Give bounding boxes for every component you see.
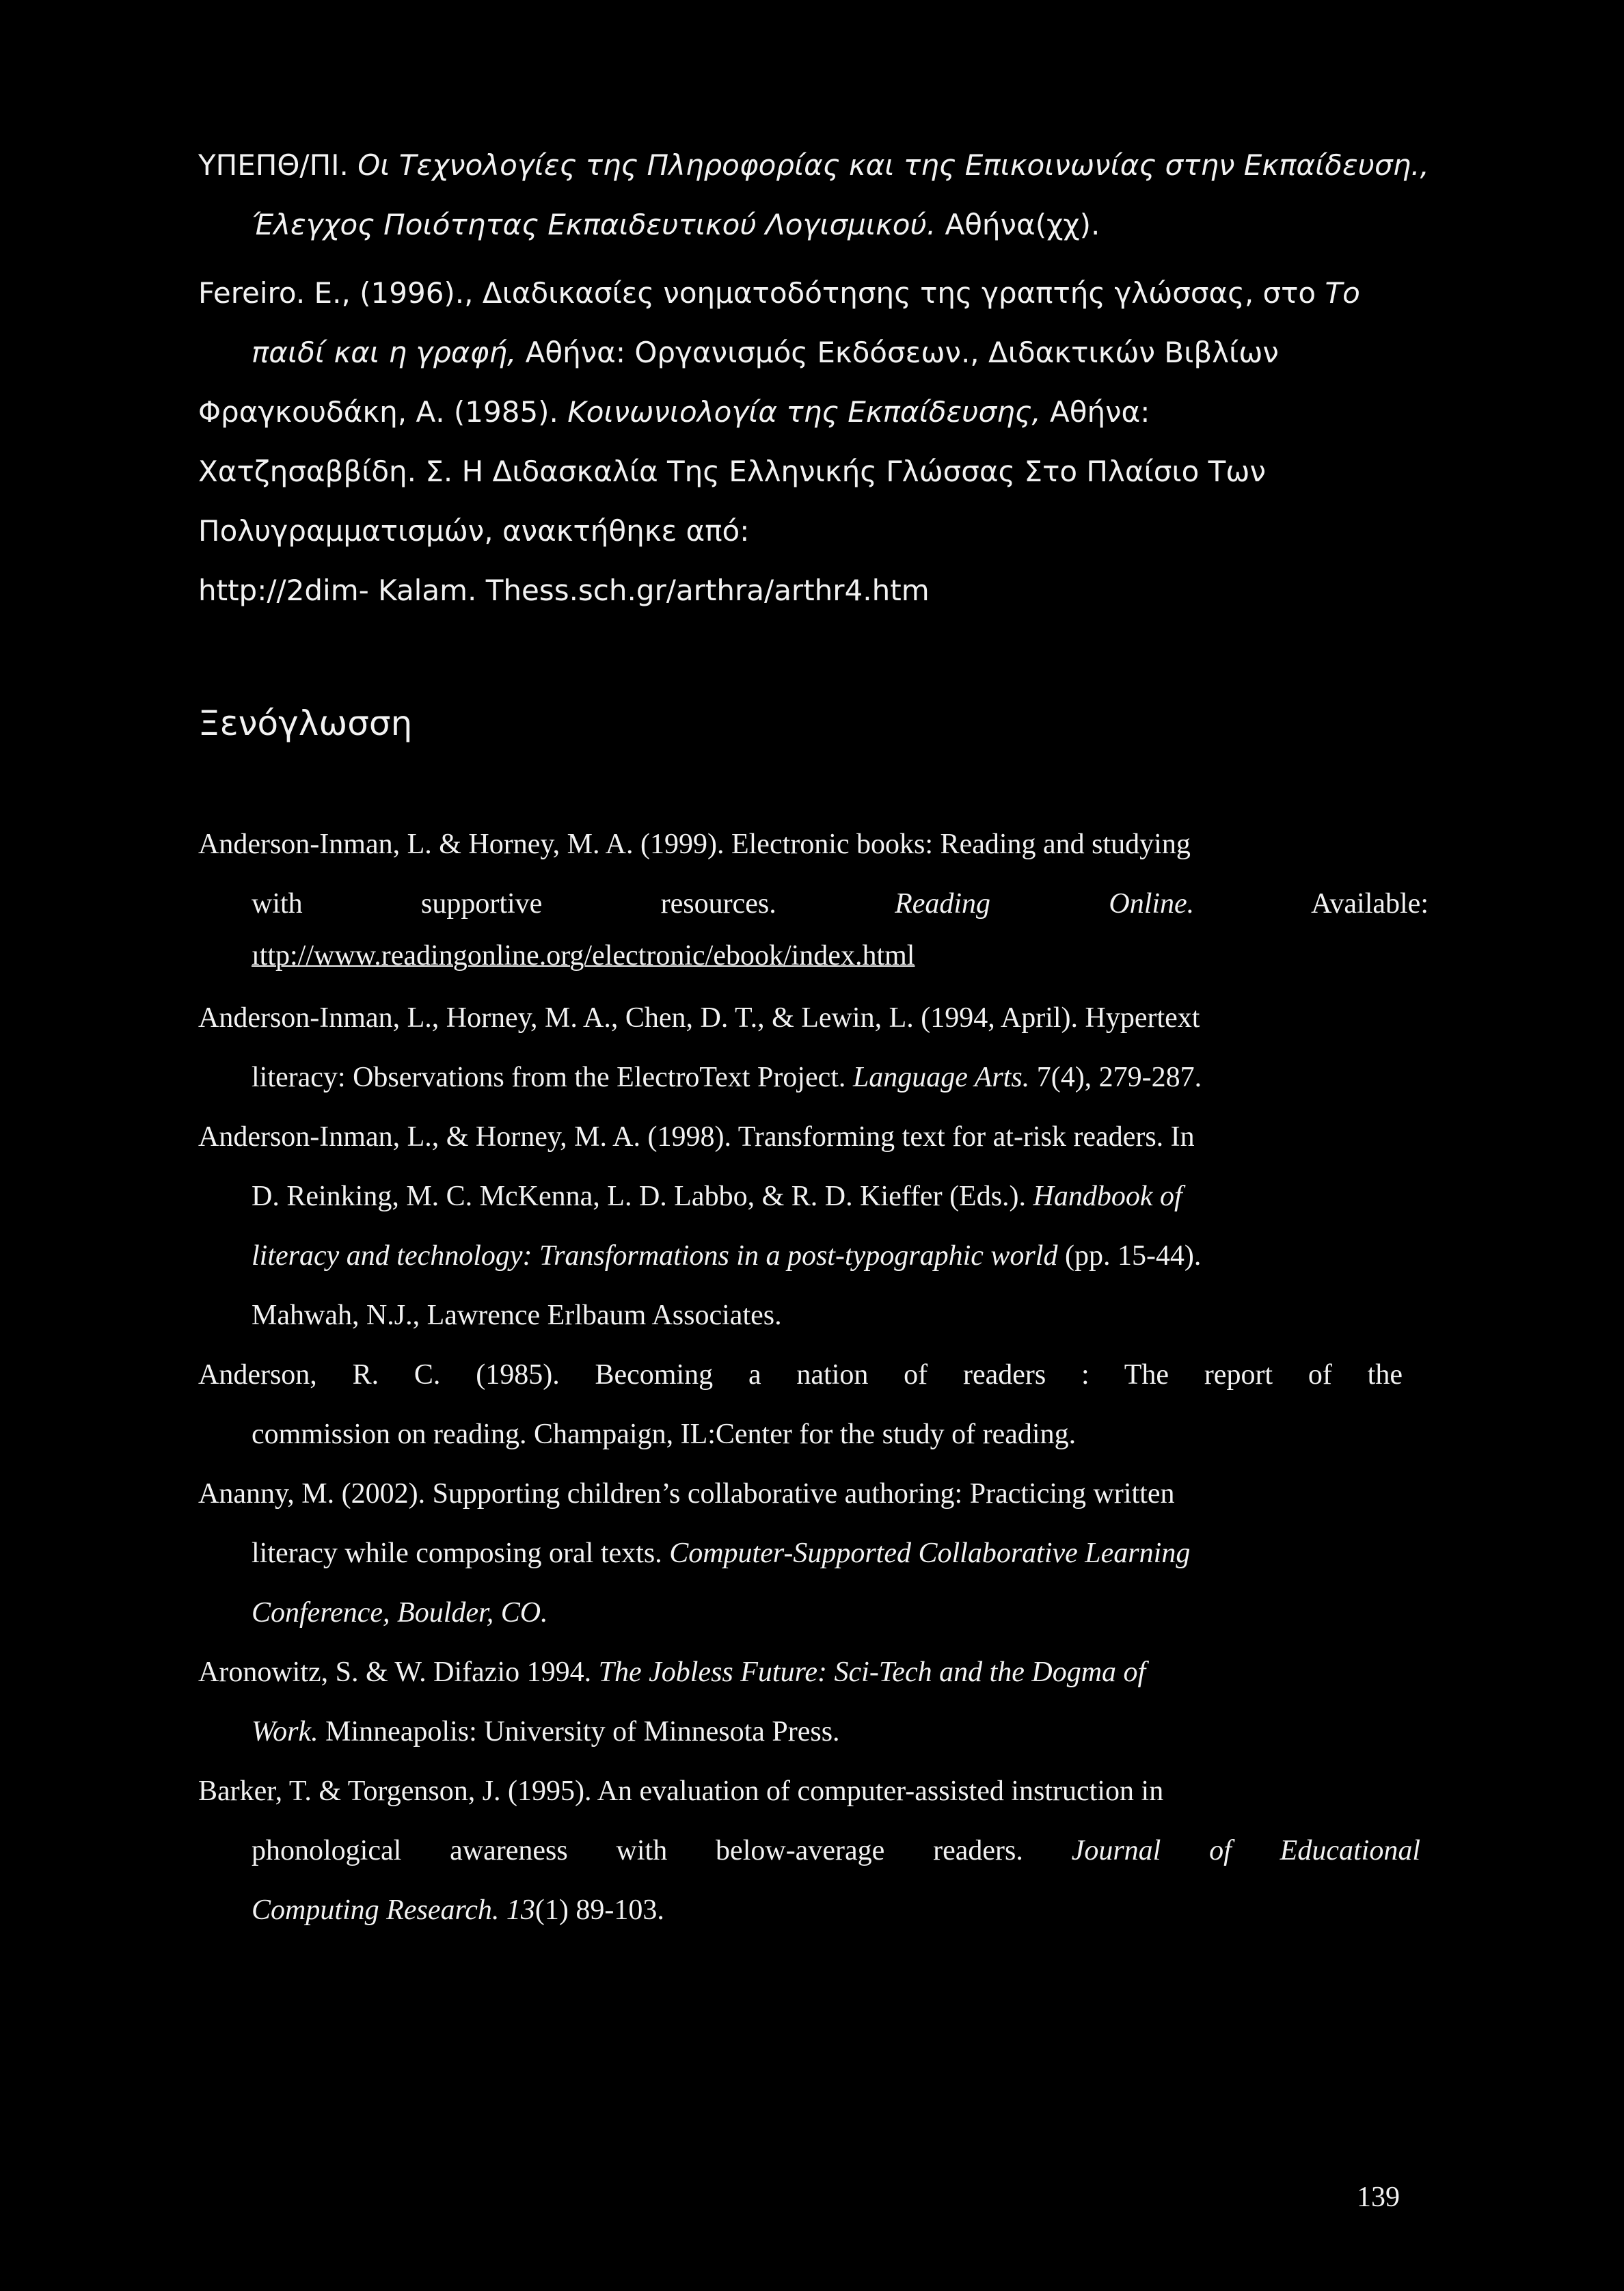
reference-url[interactable]: ıttp://www.readingonline.org/electronic/ebook/index.html xyxy=(252,940,915,972)
reference-greek-2: Fereiro. E., (1996)., Διαδικασίες νοηματοδότησης της γραπτής γλώσσας, στο Το παιδί και η γραφή, Αθήνα: Οργανισμός Εκδόσεων., Διδακτικών Βιβλίων xyxy=(198,276,1360,369)
reference-english-4: Anderson, R. C. (1985). Becoming a nation of readers : The report of the commission on reading. Champaign, IL:Center for the study of reading. xyxy=(198,1359,1403,1450)
reference-english-5: Ananny, M. (2002). Supporting children’s collaborative authoring: Practicing written literacy while composing oral texts. Computer-Supported Collaborative Learning Conference, Boulder, CO. xyxy=(198,1478,1191,1629)
reference-english-2: Anderson-Inman, L., Horney, M. A., Chen, D. T., & Lewin, L. (1994, April). Hypertext literacy: Observations from the ElectroText Project. Language Arts. 7(4), 279-287. xyxy=(198,1002,1202,1093)
reference-greek-4: Χατζησαββίδη. Σ. Η Διδασκαλία Της Ελληνικής Γλώσσας Στο Πλαίσιο Των Πολυγραμματισμών, ανακτήθηκε από: http://2dim- Kalam. Thess.sch.gr/arthra/arthr4.htm xyxy=(198,442,1429,620)
section-heading: Ξενόγλωσση xyxy=(198,704,413,743)
reference-english-3: Anderson-Inman, L., & Horney, M. A. (1998). Transforming text for at-risk readers. In D. Reinking, M. C. McKenna, L. D. Labbo, & R. D. Kieffer (Eds.). Handbook of literacy and technology: Transformations in a post-typographic world (pp. 15-44). Mahwah, N.J., Lawrence Erlbaum Associates. xyxy=(198,1121,1202,1331)
reference-greek-1: ΥΠΕΠΘ/ΠΙ. Οι Τεχνολογίες της Πληροφορίας και της Επικοινωνίας στην Εκπαίδευση., Έλεγχος Ποιότητας Εκπαιδευτικού Λογισμικού. Αθήνα(χχ). xyxy=(198,148,1429,241)
reference-greek-3: Φραγκουδάκη, Α. (1985). Κοινωνιολογία της Εκπαίδευσης, Αθήνα: xyxy=(198,395,1150,429)
reference-english-6: Aronowitz, S. & W. Difazio 1994. The Jobless Future: Sci-Tech and the Dogma of Work. Minneapolis: University of Minnesota Press. xyxy=(198,1657,1146,1747)
page-number: 139 xyxy=(1357,2182,1400,2213)
reference-url[interactable]: http://2dim- Kalam. Thess.sch.gr/arthra/arthr4.htm xyxy=(198,574,930,607)
reference-english-7: Barker, T. & Torgenson, J. (1995). An evaluation of computer-assisted instruction in phonological awareness with below-average readers. Journal of Educational Computing Research. 13(1) 89-103. xyxy=(198,1776,1420,1926)
reference-english-1: Anderson-Inman, L. & Horney, M. A. (1999). Electronic books: Reading and studying with supportive resources. Reading Online. Available: ıttp://www.readingonline.org/electronic/ebook/index.html xyxy=(198,815,1429,978)
